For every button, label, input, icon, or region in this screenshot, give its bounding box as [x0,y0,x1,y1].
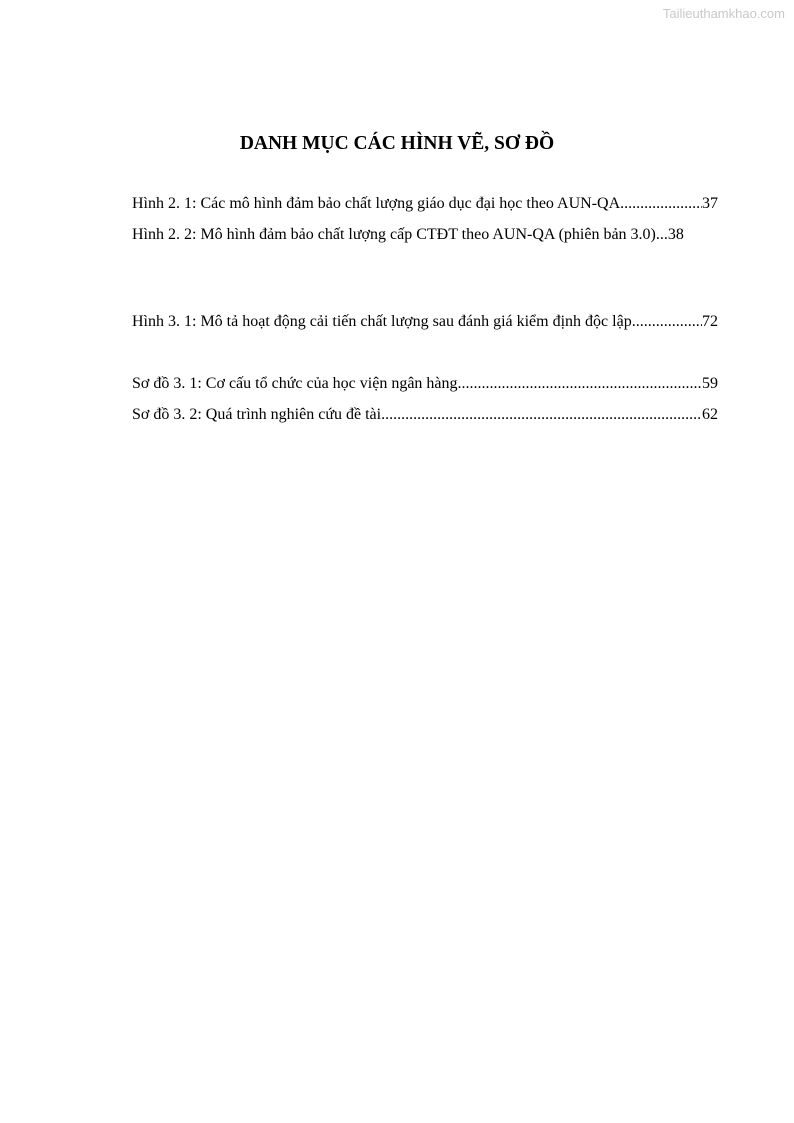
figure-list-item [132,306,718,337]
entry-page: 37 [702,195,718,212]
entry-label: Hình 2. 1: Các mô hình đảm bảo chất lượng giáo dục đại học theo AUN-QA [132,195,621,212]
entry-label: Sơ đồ 3. 1: Cơ cấu tổ chức của học viện ngân hàng [132,375,458,392]
entry-page: 62 [702,406,718,423]
dot-leader [656,226,668,243]
entry-label: Hình 3. 1: Mô tả hoạt động cải tiến chất lượng sau đánh giá kiểm định độc lập [132,313,632,330]
figure-list-item [132,188,718,219]
entry-label: Hình 2. 2: Mô hình đảm bảo chất lượng cấp CTĐT theo AUN-QA (phiên bản 3.0) [132,226,656,243]
figure-list-item [132,219,718,250]
dot-leader [381,399,702,430]
dot-leader [620,188,702,219]
dot-leader [458,368,702,399]
diagram-list-item [132,368,718,399]
watermark: Tailieuthamkhao.com [662,6,785,21]
dot-leader [632,306,702,337]
page-title: DANH MỤC CÁC HÌNH VẼ, SƠ ĐỒ [239,133,555,154]
entry-page: 59 [702,375,718,392]
entry-label: Sơ đồ 3. 2: Quá trình nghiên cứu đề tài [132,406,382,423]
diagram-list-item [132,399,718,430]
entry-page: 38 [667,226,684,243]
entry-page: 72 [702,313,718,330]
